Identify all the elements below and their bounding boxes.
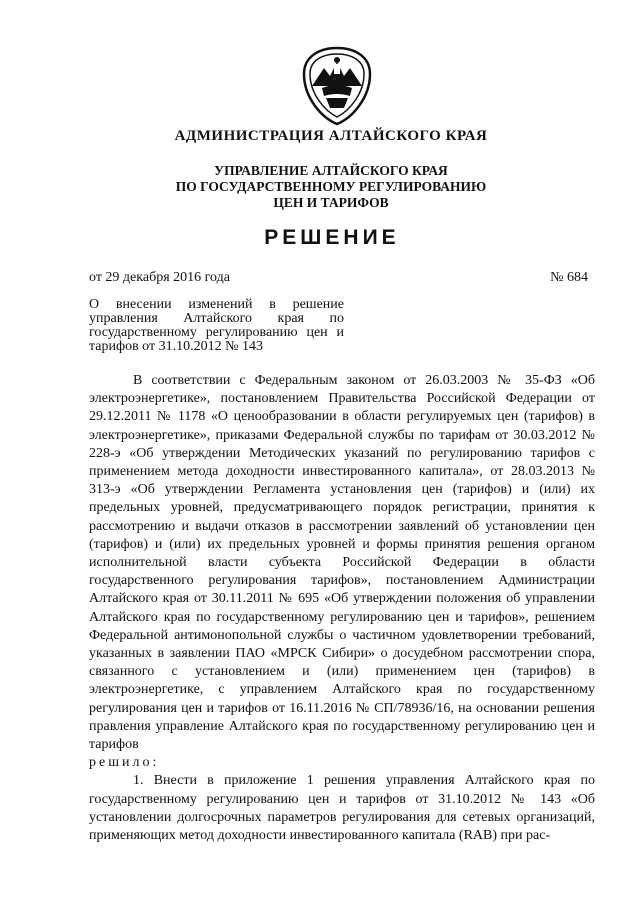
department-line-2: ПО ГОСУДАРСТВЕННОМУ РЕГУЛИРОВАНИЮ bbox=[175, 179, 487, 194]
body-paragraph-1: В соответствии с Федеральным законом от 26.03.2003 № 35-ФЗ «Об электроэнергетике», постановлением Правительства Российской Федерации от 29.12.2011 № 1178 «О ценообразовании в области регулируемых цен (тарифов) в электроэнергетике», приказами Федеральной службы по тарифам от 30.03.2012 № 228-э «Об утверждении Методических указаний по регулированию тарифов с применением метода доходности инвестированного капитала», от 28.03.2013 № 313-э «Об утверждении Регламента установления цен (тарифов) и (или) их предельных уровней, предусматривающего порядок регистрации, принятия к рассмотрению и выдачи отказов в рассмотрении заявлений об установлении цен (тарифов) и (или) их предельных уровней и формы принятия решения органом исполнительной власти субъекта Российской Федерации в области государственного регулирования тарифов», постановлением Администрации Алтайского края от 30.11.2011 № 695 «Об утверждении положения об управлении Алтайского края по государственному регулированию цен и тарифов», решением Федеральной антимонопольной службы о частичном удовлетворении требований, указанных в заявлении ПАО «МРСК Сибири» о досудебном рассмотрении спора, связанного с установлением и (или) применением цен (тарифов) в электроэнергетике, с управлением Алтайского края по государственному регулирования цен и тарифов от 16.11.2016 № СП/78936/16, на основании решения правления управление Алтайского края по государственному регулированию цен и тарифов bbox=[89, 373, 595, 753]
body-paragraph-2: 1. Внести в приложение 1 решения управления Алтайского края по государственному регулированию цен и тарифов от 31.10.2012 № 143 «Об установлении долгосрочных параметров регулирования для сетевых организаций, применяющих метод доходности инвестированного капитала (RAB) при рас- bbox=[89, 773, 595, 844]
decided-text: решило: bbox=[89, 755, 160, 771]
coat-of-arms-icon bbox=[300, 46, 374, 126]
document-date: от 29 декабря 2016 года bbox=[89, 270, 230, 285]
department-line-3: ЦЕН И ТАРИФОВ bbox=[273, 195, 389, 210]
decided-line bbox=[89, 754, 595, 772]
document-number: № 684 bbox=[550, 270, 588, 285]
administration-heading: АДМИНИСТРАЦИЯ АЛТАЙСКОГО КРАЯ bbox=[174, 128, 488, 144]
document-body bbox=[89, 372, 595, 845]
document-subject: О внесении изменений в решение управления Алтайского края по государственному регулированию цен и тарифов от 31.10.2012 № 143 bbox=[89, 297, 344, 354]
document-type-title: РЕШЕНИЕ bbox=[264, 226, 400, 249]
department-heading bbox=[0, 163, 640, 211]
department-line-1: УПРАВЛЕНИЕ АЛТАЙСКОГО КРАЯ bbox=[214, 163, 448, 178]
